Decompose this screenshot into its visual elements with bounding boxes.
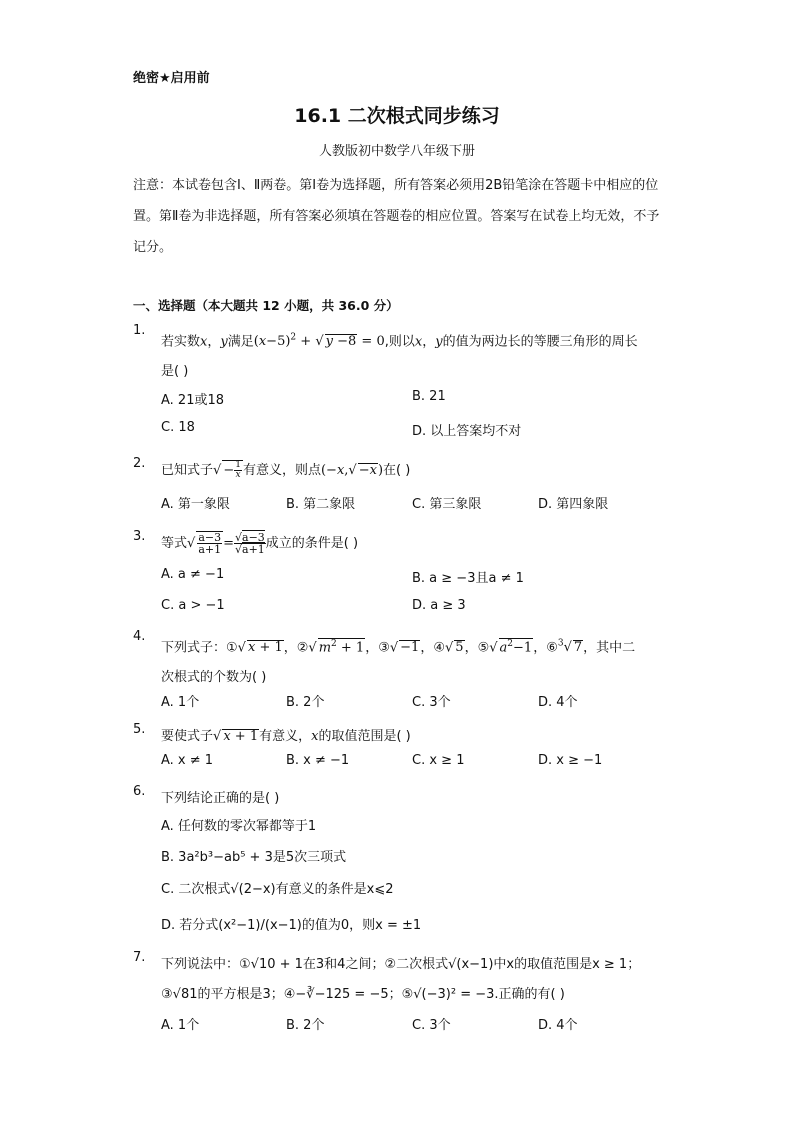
option-c[interactable]: C. 二次根式√(2−x)有意义的条件是x⩽2 xyxy=(161,882,394,897)
option-b[interactable]: B. 21 xyxy=(412,389,446,404)
option-b[interactable]: B. x ≠ −1 xyxy=(286,753,350,768)
option-c[interactable]: C. 3个 xyxy=(412,1018,451,1033)
page-title: 16.1 二次根式同步练习 xyxy=(294,105,500,127)
question-stem: 等式√ $\frac{a-3}{a+1}$ = $\frac{√a-3}{√a+1}$ 成立的条件是( ) xyxy=(161,531,359,556)
option-a[interactable]: A. x ≠ 1 xyxy=(161,753,214,768)
question-number: 4. xyxy=(133,629,146,644)
option-c[interactable]: C. a > −1 xyxy=(161,598,225,613)
option-c[interactable]: C. 18 xyxy=(161,420,195,435)
option-d[interactable]: D. 4个 xyxy=(538,1018,578,1033)
question-stem: 下列说法中：①√10 + 1在3和4之间；②二次根式√(x−1)中x的取值范围是x ≥ 1； ③√81的平方根是3；④−∛−125 = −5；⑤√(−3)² = −3.正确的有( ) xyxy=(161,957,641,1002)
question-number: 3. xyxy=(133,529,146,544)
option-a[interactable]: A. 第一象限 xyxy=(161,497,230,512)
question-number: 2. xyxy=(133,456,146,471)
option-d[interactable]: D. 若分式(x²−1)/(x−1)的值为0，则x = ±1 xyxy=(161,918,422,933)
option-a[interactable]: A. 任何数的零次幂都等于1 xyxy=(161,819,317,834)
option-b[interactable]: B. 2个 xyxy=(286,1018,325,1033)
option-b[interactable]: B. 第二象限 xyxy=(286,497,356,512)
option-a[interactable]: A. 1个 xyxy=(161,695,200,710)
question-stem: 要使式子√ x + 1有意义，x的取值范围是( ) xyxy=(161,729,411,744)
question-number: 1. xyxy=(133,323,146,338)
question-number: 6. xyxy=(133,784,146,799)
option-d[interactable]: D. 第四象限 xyxy=(538,497,609,512)
option-a[interactable]: A. 1个 xyxy=(161,1018,200,1033)
section-heading: 一、选择题（本大题共 12 小题，共 36.0 分） xyxy=(133,298,399,313)
option-b[interactable]: B. 2个 xyxy=(286,695,325,710)
question-stem: 下列结论正确的是( ) xyxy=(161,791,280,806)
exam-notice: 注意：本试卷包含Ⅰ、Ⅱ两卷。第Ⅰ卷为选择题，所有答案必须用2B铅笔涂在答题卡中相应的位置。第Ⅱ卷为非选择题，所有答案必须填在答题卷的相应位置。答案写在试卷上均无效，不予记分。 xyxy=(133,178,660,255)
option-c[interactable]: C. x ≥ 1 xyxy=(412,753,465,768)
confidential-label: 绝密★启用前 xyxy=(133,71,210,86)
option-b[interactable]: B. a ≥ −3且a ≠ 1 xyxy=(412,571,524,586)
option-b[interactable]: B. 3a²b³−ab⁵ + 3是5次三项式 xyxy=(161,850,347,865)
question-stem: 已知式子√ − $\frac{1}{x}$ 有意义，则点(−x,√ −x)在( ) xyxy=(161,460,411,480)
option-c[interactable]: C. 第三象限 xyxy=(412,497,482,512)
option-d[interactable]: D. a ≥ 3 xyxy=(412,598,466,613)
option-c[interactable]: C. 3个 xyxy=(412,695,451,710)
option-d[interactable]: D. 以上答案均不对 xyxy=(412,424,522,439)
question-stem: 下列式子：①√ x + 1，②√ $m^2 + 1$，③√ −1，④√ 5，⑤√ $a^2-1$，⑥$^3$√ 7，其中二 次根式的个数为( ) xyxy=(161,639,636,686)
option-a[interactable]: A. 21或18 xyxy=(161,393,225,408)
option-d[interactable]: D. x ≥ −1 xyxy=(538,753,603,768)
page-subtitle: 人教版初中数学八年级下册 xyxy=(318,144,475,159)
option-a[interactable]: A. a ≠ −1 xyxy=(161,567,225,582)
question-number: 7. xyxy=(133,950,146,965)
question-stem: 若实数x，y满足$(x-5)^2$ + √ y −8 = 0,则以x，y的值为两边长的等腰三角形的周长 是( ) xyxy=(161,333,638,380)
question-number: 5. xyxy=(133,722,146,737)
option-d[interactable]: D. 4个 xyxy=(538,695,578,710)
